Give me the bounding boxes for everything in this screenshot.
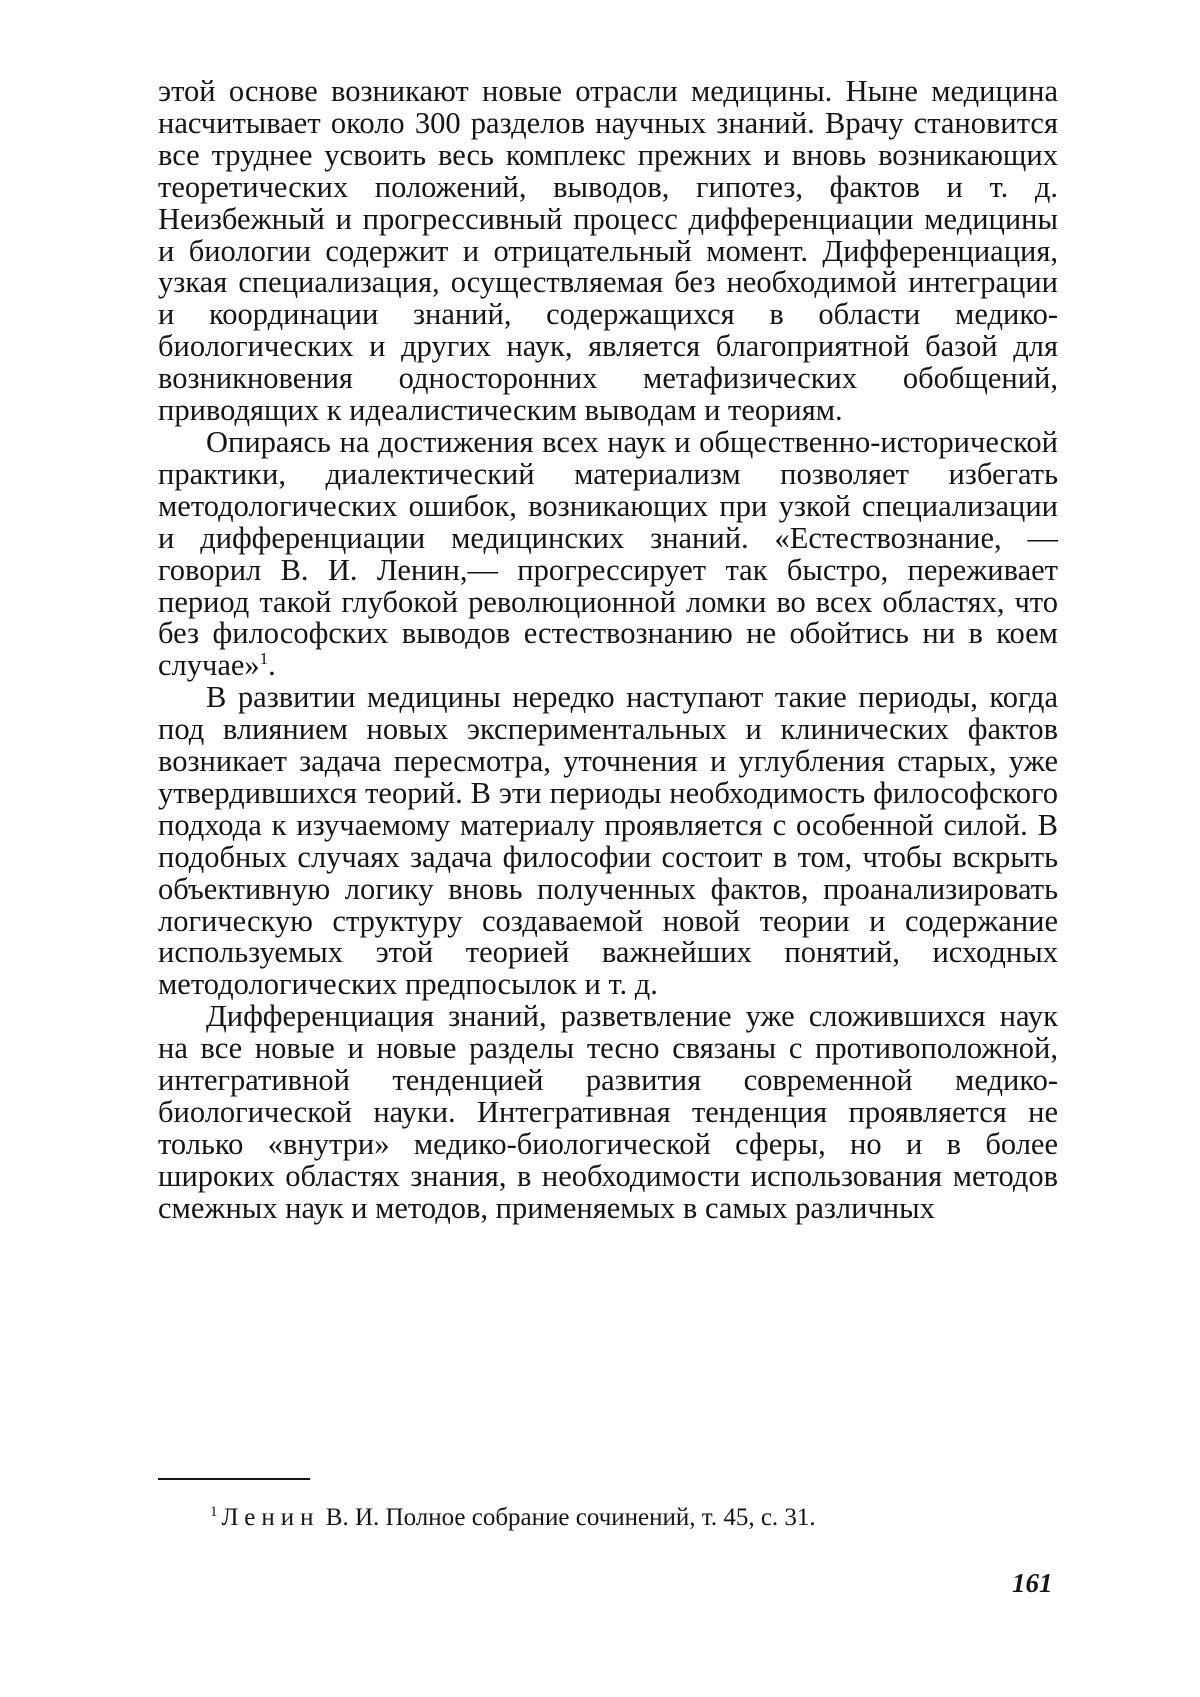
paragraph-2-tail: . — [268, 648, 276, 683]
footnote-text: В. И. Полное собрание сочинений, т. 45, с. 31. — [319, 1504, 816, 1531]
paragraph-4: Дифференциация знаний, разветвление уже сложившихся наук на все новые и новые разделы тесно связаны с противоположной, интегративной тенденцией развития современной медико-биологической науки. Интегративная тенденция проявляется не только «внутри» медико-биологической сферы, но и в более широких областях знания, в необходимости использования методов смежных наук и методов, применяемых в самых различных — [158, 999, 1058, 1225]
page-number: 161 — [1012, 1568, 1053, 1598]
paragraph-2 — [158, 424, 1058, 683]
footnote — [210, 1503, 816, 1533]
paragraph-2-text: Опираясь на достижения всех наук и общественно-исторической практики, диалектический материализм позволяет избегать методологических ошибок, возникающих при узкой специализации и дифференциации медицинских знаний. «Естествознание, — говорил В. И. Ленин,— прогрессирует так быстро, переживает период такой глубокой революционной ломки во всех областях, что без философских выводов естествознанию не обойтись ни в коем случае» — [158, 424, 1058, 683]
footnote-reference: 1 — [259, 649, 269, 669]
paragraph-1: этой основе возникают новые отрасли медицины. Ныне медицина насчитывает около 300 разделов научных знаний. Врачу становится все труднее усвоить весь комплекс прежних и вновь возникающих теоретических положений, выводов, гипотез, фактов и т. д. Неизбежный и прогрессивный процесс дифференциации медицины и биологии содержит и отрицательный момент. Дифференциация, узкая специализация, осуществляемая без необходимой интеграции и координации знаний, содержащихся в области медико-биологических и других наук, является благоприятной базой для возникновения односторонних метафизических обобщений, приводящих к идеалистическим выводам и теориям. — [158, 74, 1058, 428]
footnote-author: Ленин — [221, 1504, 320, 1531]
page-body — [158, 76, 1058, 1225]
paragraph-3: В развитии медицины нередко наступают такие периоды, когда под влиянием новых экспериментальных и клинических фактов возникает задача пересмотра, уточнения и углубления старых, уже утвердившихся теорий. В эти периоды необходимость философского подхода к изучаемому материалу проявляется с особенной силой. В подобных случаях задача философии состоит в том, чтобы вскрыть объективную логику вновь полученных фактов, проанализировать логическую структуру создаваемой новой теории и содержание используемых этой теорией важнейших понятий, исходных методологических предпосылок и т. д. — [158, 680, 1058, 1002]
footnote-divider — [158, 1478, 310, 1480]
footnote-marker: 1 — [210, 1503, 218, 1520]
